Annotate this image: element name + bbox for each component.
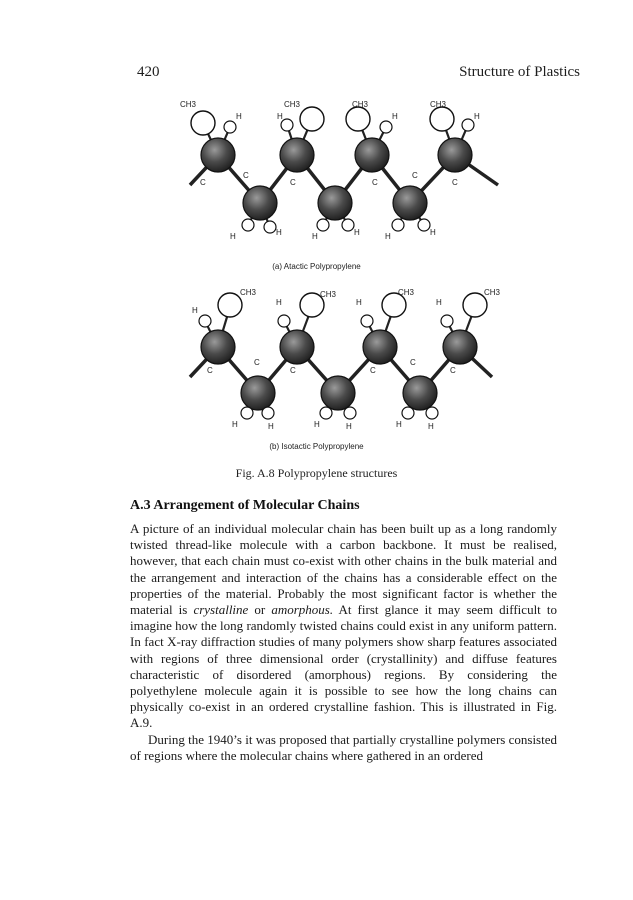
- label-ch3: CH3: [240, 288, 257, 297]
- hydrogen-atom: [392, 219, 404, 231]
- label-c: C: [410, 358, 416, 367]
- label-h: H: [230, 232, 236, 241]
- label-h: H: [314, 420, 320, 429]
- label-ch3: CH3: [180, 100, 197, 109]
- label-h: H: [354, 228, 360, 237]
- label-h: H: [346, 422, 352, 431]
- carbon-atom: [355, 138, 389, 172]
- hydrogen-atom: [462, 119, 474, 131]
- label-c: C: [243, 171, 249, 180]
- label-h: H: [232, 420, 238, 429]
- label-c: C: [207, 366, 213, 375]
- carbon-atom: [280, 330, 314, 364]
- hydrogen-atom: [242, 219, 254, 231]
- subcaption-atactic: (a) Atactic Polypropylene: [272, 262, 361, 271]
- label-c: C: [254, 358, 260, 367]
- term-crystalline: crystalline: [193, 602, 249, 618]
- label-h: H: [396, 420, 402, 429]
- hydrogen-atom: [199, 315, 211, 327]
- label-ch3: CH3: [320, 290, 337, 299]
- subcaption-isotactic: (b) Isotactic Polypropylene: [269, 442, 364, 451]
- figure-isotactic: [0, 285, 633, 435]
- label-ch3: CH3: [430, 100, 447, 109]
- label-h: H: [276, 228, 282, 237]
- body-text: [130, 521, 557, 764]
- hydrogen-atom: [342, 219, 354, 231]
- label-h: H: [192, 306, 198, 315]
- label-h: H: [268, 422, 274, 431]
- label-h: H: [392, 112, 398, 121]
- section-heading: A.3 Arrangement of Molecular Chains: [130, 498, 360, 513]
- label-c: C: [452, 178, 458, 187]
- label-c: C: [450, 366, 456, 375]
- carbon-atom: [243, 186, 277, 220]
- hydrogen-atom: [418, 219, 430, 231]
- term-amorphous: amorphous.: [271, 602, 334, 618]
- hydrogen-atom: [281, 119, 293, 131]
- label-h: H: [356, 298, 362, 307]
- label-h: H: [236, 112, 242, 121]
- label-h: H: [428, 422, 434, 431]
- carbon-atom: [321, 376, 355, 410]
- paragraph-1-part-b: At first glance it may seem difficult to imagine how the long randomly twisted chains could exist in any uniform pattern. In fact X-ray diffraction studies of many polymers show sharp features associated with regions of three dimensional order (crystallinity) and diffuse features characteristic of disordered (amorphous) regions. By considering the polyethylene molecule again it is possible to see how the long chains can physically co-exist in an ordered crystalline fashion. This is illustrated in Fig. A.9.: [130, 602, 557, 731]
- paragraph-1-or: or: [248, 602, 272, 618]
- hydrogen-atom: [361, 315, 373, 327]
- label-c: C: [200, 178, 206, 187]
- paragraph-1-part-a: A picture of an individual molecular chain has been built up as a long randomly twisted thread-like molecule with a carbon backbone. It must be realised, however, that each chain must co-exist with other chains in the bulk material and the arrangement and interaction of the chains has a considerable effect on the properties of the material. Probably the most significant factor is whether the material is: [130, 521, 557, 618]
- hydrogen-atom: [380, 121, 392, 133]
- atactic-molecule-diagram: [0, 95, 633, 260]
- label-c: C: [290, 366, 296, 375]
- carbon-atom: [318, 186, 352, 220]
- label-h: H: [436, 298, 442, 307]
- hydrogen-atom: [441, 315, 453, 327]
- label-ch3: CH3: [398, 288, 415, 297]
- figure-caption: Fig. A.8 Polypropylene structures: [235, 466, 398, 480]
- hydrogen-atom: [224, 121, 236, 133]
- label-h: H: [312, 232, 318, 241]
- methyl-sphere: [191, 111, 215, 135]
- hydrogen-atom: [241, 407, 253, 419]
- methyl-sphere: [346, 107, 370, 131]
- label-h: H: [277, 112, 283, 121]
- carbon-atom: [403, 376, 437, 410]
- hydrogen-atom: [317, 219, 329, 231]
- label-h: H: [276, 298, 282, 307]
- hydrogen-atom: [278, 315, 290, 327]
- hydrogen-atom: [402, 407, 414, 419]
- methyl-sphere: [300, 107, 324, 131]
- hydrogen-atom: [344, 407, 356, 419]
- hydrogen-atom: [262, 407, 274, 419]
- carbon-atom: [443, 330, 477, 364]
- label-c: C: [290, 178, 296, 187]
- methyl-groups: [218, 293, 487, 317]
- paragraph-1: [130, 521, 557, 732]
- isotactic-molecule-diagram: [0, 285, 633, 435]
- methyl-sphere: [218, 293, 242, 317]
- carbon-atom: [201, 138, 235, 172]
- carbon-atom: [280, 138, 314, 172]
- carbon-atom: [201, 330, 235, 364]
- paragraph-2: During the 1940’s it was proposed that partially crystalline polymers consisted of regions where the molecular chains where gathered in an ordered: [130, 731, 557, 763]
- label-c: C: [372, 178, 378, 187]
- figure-atactic: [0, 95, 633, 260]
- methyl-sphere: [430, 107, 454, 131]
- label-c: C: [412, 171, 418, 180]
- carbon-atom: [438, 138, 472, 172]
- label-ch3: CH3: [484, 288, 501, 297]
- label-ch3: CH3: [284, 100, 301, 109]
- label-h: H: [385, 232, 391, 241]
- hydrogen-atom: [264, 221, 276, 233]
- carbon-atom: [241, 376, 275, 410]
- label-c: C: [370, 366, 376, 375]
- running-title: Structure of Plastics: [459, 64, 580, 80]
- hydrogen-atom: [320, 407, 332, 419]
- carbon-atom: [363, 330, 397, 364]
- page-number: 420: [137, 64, 160, 80]
- carbon-atoms: [201, 330, 477, 410]
- label-h: H: [474, 112, 480, 121]
- hydrogen-atom: [426, 407, 438, 419]
- label-ch3: CH3: [352, 100, 369, 109]
- label-h: H: [430, 228, 436, 237]
- carbon-atom: [393, 186, 427, 220]
